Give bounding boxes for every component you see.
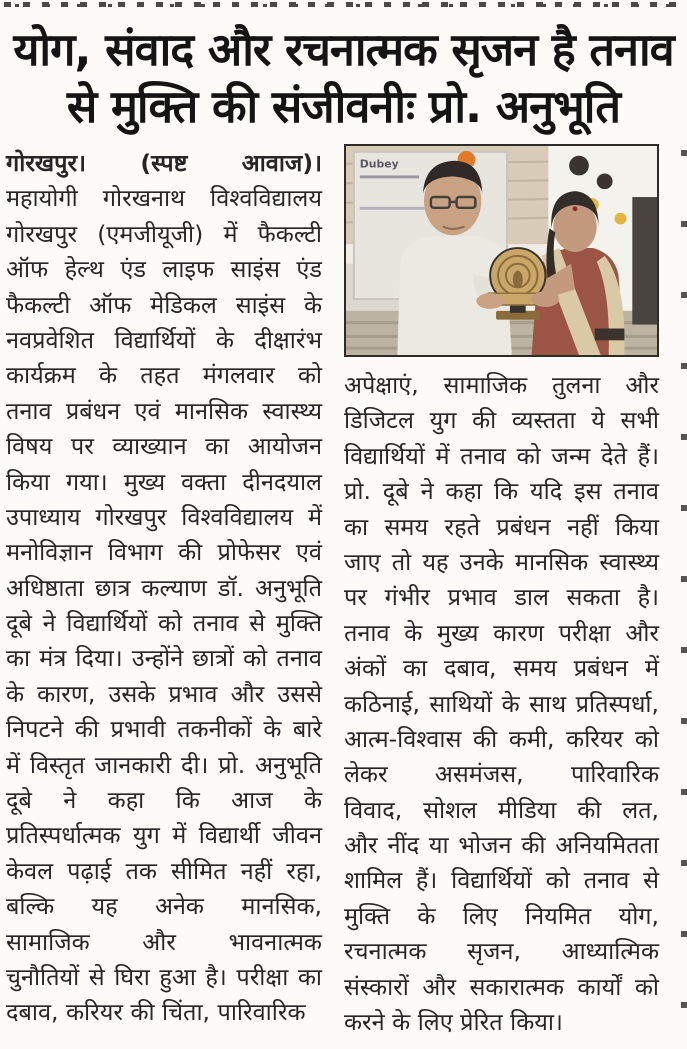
body-text-line: उपाध्याय गोरखपुर विश्वविद्यालय में — [6, 502, 322, 531]
woman-hand — [532, 291, 560, 307]
body-text-line: विद्यार्थियों में तनाव को जन्म देते हैं। — [344, 441, 659, 470]
body-text-line: प्रतिस्पर्धात्मक युग में विद्यार्थी जीवन — [6, 821, 322, 850]
body-text-line: मुक्ति के लिए नियमित योग, — [344, 901, 659, 930]
body-text-line: रचनात्मक सृजन, आध्यात्मिक — [344, 937, 659, 966]
body-text-line: के कारण, उसके प्रभाव और उससे — [6, 679, 322, 708]
photo-illustration — [346, 146, 657, 355]
body-text-line: बल्कि यह अनेक मानसिक, — [6, 892, 322, 921]
body-text-line: केवल पढ़ाई तक सीमित नहीं रहा, — [6, 856, 322, 885]
body-text-line: दूबे ने कहा कि आज के — [6, 786, 322, 815]
body-text-line: कठिनाई, साथियों के साथ प्रतिस्पर्धा, — [344, 689, 659, 718]
article-right-column — [344, 144, 659, 1040]
body-text-line: किया गया। मुख्य वक्ता दीनदयाल — [6, 467, 322, 496]
screen-text: Dubey — [359, 157, 399, 171]
saree-border — [595, 329, 625, 341]
headline-line-1: योग, संवाद और रचनात्मक सृजन है तनाव — [13, 23, 674, 76]
body-text-line: करने के लिए प्रेरित किया। — [344, 1008, 563, 1037]
dark-balloon — [569, 156, 589, 176]
body-text-line: तनाव के मुख्य कारण परीक्षा और — [344, 618, 659, 647]
body-text-line: निपटने की प्रभावी तकनीकों के बारे — [6, 715, 322, 744]
body-text-line: अंकों का दबाव, समय प्रबंधन में — [344, 654, 659, 683]
body-text-line: विषय पर व्याख्यान का आयोजन — [6, 432, 322, 461]
cut-off-text-strip — [4, 2, 683, 8]
body-text-line: का मंत्र दिया। उन्होंने छात्रों को तनाव — [6, 644, 322, 673]
doorway — [632, 197, 657, 325]
body-text-line: दूबे ने विद्यार्थियों को तनाव से मुक्ति — [6, 609, 322, 638]
body-text-line: दबाव, करियर की चिंता, पारिवारिक — [6, 998, 306, 1027]
bindi — [573, 206, 578, 211]
body-text-line: कार्यक्रम के तहत मंगलवार को — [6, 361, 322, 390]
body-text-line: पर गंभीर प्रभाव डाल सकता है। — [344, 583, 659, 612]
body-text-line: आत्म-विश्वास की कमी, करियर को — [344, 724, 659, 753]
body-text-line: सामाजिक और भावनात्मक — [6, 927, 322, 956]
article-photo — [344, 144, 659, 357]
article-headline — [0, 21, 687, 135]
headline-line-2: से मुक्ति की संजीवनीः प्रो. अनुभूति — [66, 80, 621, 133]
article-right-text — [344, 368, 659, 1040]
body-text-line: संस्कारों और सकारात्मक कार्यों को — [344, 972, 659, 1001]
body-text-line: का समय रहते प्रबंधन नहीं किया — [344, 512, 659, 541]
body-text-line: और नींद या भोजन की अनियमितता — [344, 831, 659, 860]
body-text-line: गोरखपुर (एमजीयूजी) में फैकल्टी — [6, 219, 322, 248]
cut-off-column-strip — [681, 150, 687, 1010]
body-text-line: में विस्तृत जानकारी दी। प्रो. अनुभूति — [6, 750, 322, 779]
body-text-line: डिजिटल युग की व्यस्तता ये सभी — [344, 406, 659, 435]
yellow-balloon — [615, 213, 627, 225]
body-text-line: लेकर असमंजस, पारिवारिक — [344, 760, 659, 789]
dark-balloon — [597, 173, 613, 189]
body-text-line: प्रो. दूबे ने कहा कि यदि इस तनाव — [344, 477, 659, 506]
body-text-line: अधिष्ठाता छात्र कल्याण डॉ. अनुभूति — [6, 573, 322, 602]
body-text-line: महायोगी गोरखनाथ विश्वविद्यालय — [6, 184, 322, 213]
body-text-line: विवाद, सोशल मीडिया की लत, — [344, 795, 659, 824]
body-text-line: नवप्रवेशित विद्यार्थियों के दीक्षारंभ — [6, 325, 322, 354]
article-left-column — [6, 146, 322, 1031]
screen-text-line — [360, 175, 419, 178]
body-text-line: ऑफ हेल्थ एंड लाइफ साइंस एंड — [6, 255, 322, 284]
body-text-line: अपेक्षाएं, सामाजिक तुलना और — [344, 371, 659, 399]
plaque-figure — [513, 271, 523, 289]
body-text-line: जाए तो यह उनके मानसिक स्वास्थ्य — [344, 547, 659, 576]
body-text-line: शामिल हैं। विद्यार्थियों को तनाव से — [344, 866, 659, 895]
body-text-line: फैकल्टी ऑफ मेडिकल साइंस के — [6, 290, 322, 319]
body-text-line: मनोविज्ञान विभाग की प्रोफेसर एवं — [6, 538, 322, 567]
body-text-line: तनाव प्रबंधन एवं मानसिक स्वास्थ्य — [6, 396, 322, 425]
man-hand — [476, 293, 504, 309]
body-text-line: चुनौतियों से घिरा हुआ है। परीक्षा का — [6, 962, 322, 991]
body-text-line: गोरखपुर। (स्पष्ट आवाज)। — [6, 149, 322, 177]
